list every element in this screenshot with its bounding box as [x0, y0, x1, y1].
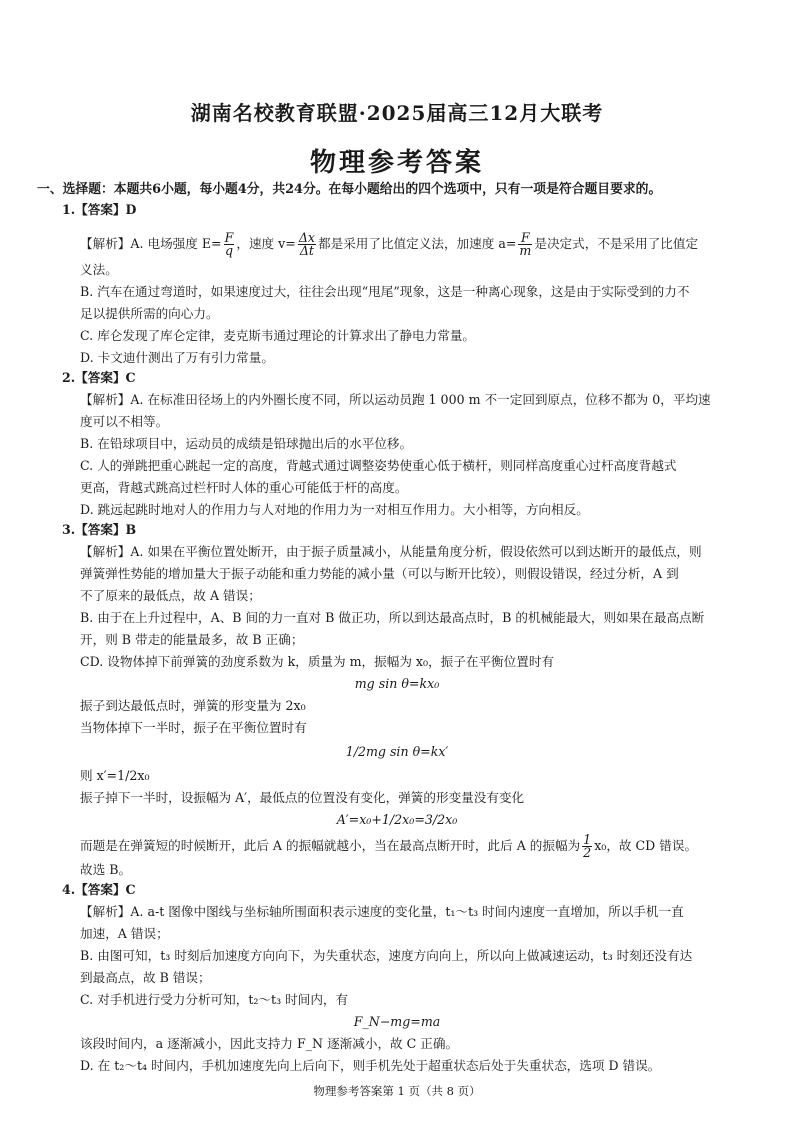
q1-a-text1: 【解析】A. 电场强度 E=	[80, 236, 222, 251]
fraction-one-half	[582, 834, 592, 859]
q4-option-b-2: 到最高点，故 B 错误；	[80, 970, 211, 985]
q1-analysis-a-cont: 义法。	[80, 262, 118, 277]
q3-option-cd-3: 当物体掉下一半时，振子在平衡位置时有	[80, 720, 307, 735]
q1-a-text3: 都是采用了比值定义法，加速度 a=	[318, 236, 517, 251]
frac-numerator: 1	[583, 832, 592, 847]
section-heading: 一、选择题：本题共6小题，每小题4分，共24分。在每小题给出的四个选项中，只有一项是符合题目要求的。	[37, 182, 662, 197]
q3-option-cd-2: 振子到达最低点时，弹簧的形变量为 2x₀	[80, 698, 306, 713]
page-title: 物理参考答案	[309, 148, 484, 178]
q3-option-b-2: 开，则 B 带走的能量最多，故 B 正确；	[80, 632, 304, 647]
frac-denominator: Δt	[299, 243, 314, 258]
q3-option-a-3: 不了原来的最低点，故 A 错误；	[80, 588, 261, 603]
exam-title: 湖南名校教育联盟·2025届高三12月大联考	[190, 101, 604, 125]
q1-a-text4: 是决定式，不是采用了比值定	[534, 236, 699, 251]
q4-answer: 4.【答案】C	[62, 882, 136, 897]
q4-option-b-1: B. 由图可知，t₃ 时刻后加速度方向向下，为失重状态，速度方向向上，所以向上做减速运动，t₃ 时刻还没有达	[80, 948, 693, 963]
q1-answer: 1.【答案】D	[62, 202, 137, 217]
frac-numerator: F	[224, 230, 234, 245]
q4-option-c-1: C. 对手机进行受力分析可知，t₂～t₃ 时间内，有	[80, 992, 349, 1007]
q2-answer: 2.【答案】C	[62, 370, 136, 385]
q3-cd6-text1: 而题是在弹簧短的时候断开，此后 A 的振幅就越小，当在最高点断开时，此后 A 的振幅为	[80, 838, 581, 853]
q2-option-c-1: C. 人的弹跳把重心跳起一定的高度，背越式通过调整姿势使重心低于横杆，则同样高度重心过杆高度背越式	[80, 458, 677, 473]
frac-denominator: 2	[583, 845, 592, 860]
q4-option-a-1: 【解析】A. a-t 图像中图线与坐标轴所围面积表示速度的变化量，t₁～t₃ 时间内速度一直增加，所以手机一直	[80, 904, 684, 919]
q2-option-a-2: 度可以不相等。	[80, 414, 169, 429]
frac-denominator: m	[519, 243, 532, 258]
q3-equation-3: A′=x₀+1/2x₀=3/2x₀	[336, 812, 458, 827]
q3-conclusion: 故选 B。	[80, 862, 132, 877]
q3-option-cd-1: CD. 设物体掉下前弹簧的劲度系数为 k，质量为 m，振幅为 x₀，振子在平衡位置时有	[80, 654, 555, 669]
q4-equation: F_N−mg=ma	[353, 1014, 441, 1029]
frac-numerator: Δx	[298, 230, 316, 245]
q3-option-b-1: B. 由于在上升过程中，A、B 间的力一直对 B 做正功，所以到达最高点时，B 的机械能最大，则如果在最高点断	[80, 610, 705, 625]
frac-numerator: F	[518, 232, 532, 245]
q4-option-a-2: 加速，A 错误；	[80, 926, 169, 941]
q1-analysis-a	[80, 232, 698, 257]
q3-option-a-2: 弹簧弹性势能的增加量大于振子动能和重力势能的减小量（可以与断开比较），则假设错误，经过分析，A 到	[80, 566, 679, 581]
page-footer: 物理参考答案第 1 页（共 8 页）	[313, 1084, 481, 1098]
q3-equation-2: 1/2mg sin θ=kx′	[345, 744, 449, 759]
q3-cd6-text2: x₀，故 CD 错误。	[594, 838, 698, 853]
q4-option-c-2: 该段时间内，a 逐渐减小，因此支持力 F_N 逐渐减小，故 C 正确。	[80, 1036, 459, 1051]
fraction-F-over-m	[518, 232, 532, 257]
q4-option-d: D. 在 t₂～t₄ 时间内，手机加速度先向上后向下，则手机先处于超重状态后处于失重状态，选项 D 错误。	[80, 1058, 661, 1073]
q1-option-d: D. 卡文迪什测出了万有引力常量。	[80, 350, 274, 365]
q1-option-b-1: B. 汽车在通过弯道时，如果速度过大，往往会出现“甩尾”现象，这是一种离心现象，这是由于实际受到的力不	[80, 284, 690, 299]
frac-denominator: q	[224, 243, 234, 258]
q2-option-b: B. 在铅球项目中，运动员的成绩是铅球抛出后的水平位移。	[80, 436, 413, 451]
q3-answer: 3.【答案】B	[62, 522, 137, 537]
q3-option-cd-5: 振子掉下一半时，设振幅为 A′，最低点的位置没有变化，弹簧的形变量没有变化	[80, 790, 525, 805]
q2-option-d: D. 跳远起跳时地对人的作用力与人对地的作用力为一对相互作用力。大小相等，方向相反。	[80, 502, 589, 517]
fraction-dx-over-dt	[298, 232, 316, 257]
q2-option-c-2: 更高，背越式跳高过栏杆时人体的重心可能低于杆的高度。	[80, 480, 408, 495]
fraction-F-over-q	[224, 232, 235, 257]
q1-option-c: C. 库仑发现了库仑定律，麦克斯韦通过理论的计算求出了静电力常量。	[80, 328, 476, 343]
q3-option-a-1: 【解析】A. 如果在平衡位置处断开，由于振子质量减小，从能量角度分析，假设依然可以到达断开的最低点，则	[80, 544, 702, 559]
q3-option-cd-6	[80, 834, 697, 859]
q2-option-a-1: 【解析】A. 在标准田径场上的内外圈长度不同，所以运动员跑 1 000 m 不一定回到原点，位移不都为 0，平均速	[80, 392, 711, 407]
q1-option-b-2: 足以提供所需的向心力。	[80, 306, 219, 321]
q3-equation-1: mg sin θ=kx₀	[354, 676, 440, 691]
q3-option-cd-4: 则 x′=1/2x₀	[80, 768, 150, 783]
q1-a-text2: ，速度 v=	[236, 236, 296, 251]
